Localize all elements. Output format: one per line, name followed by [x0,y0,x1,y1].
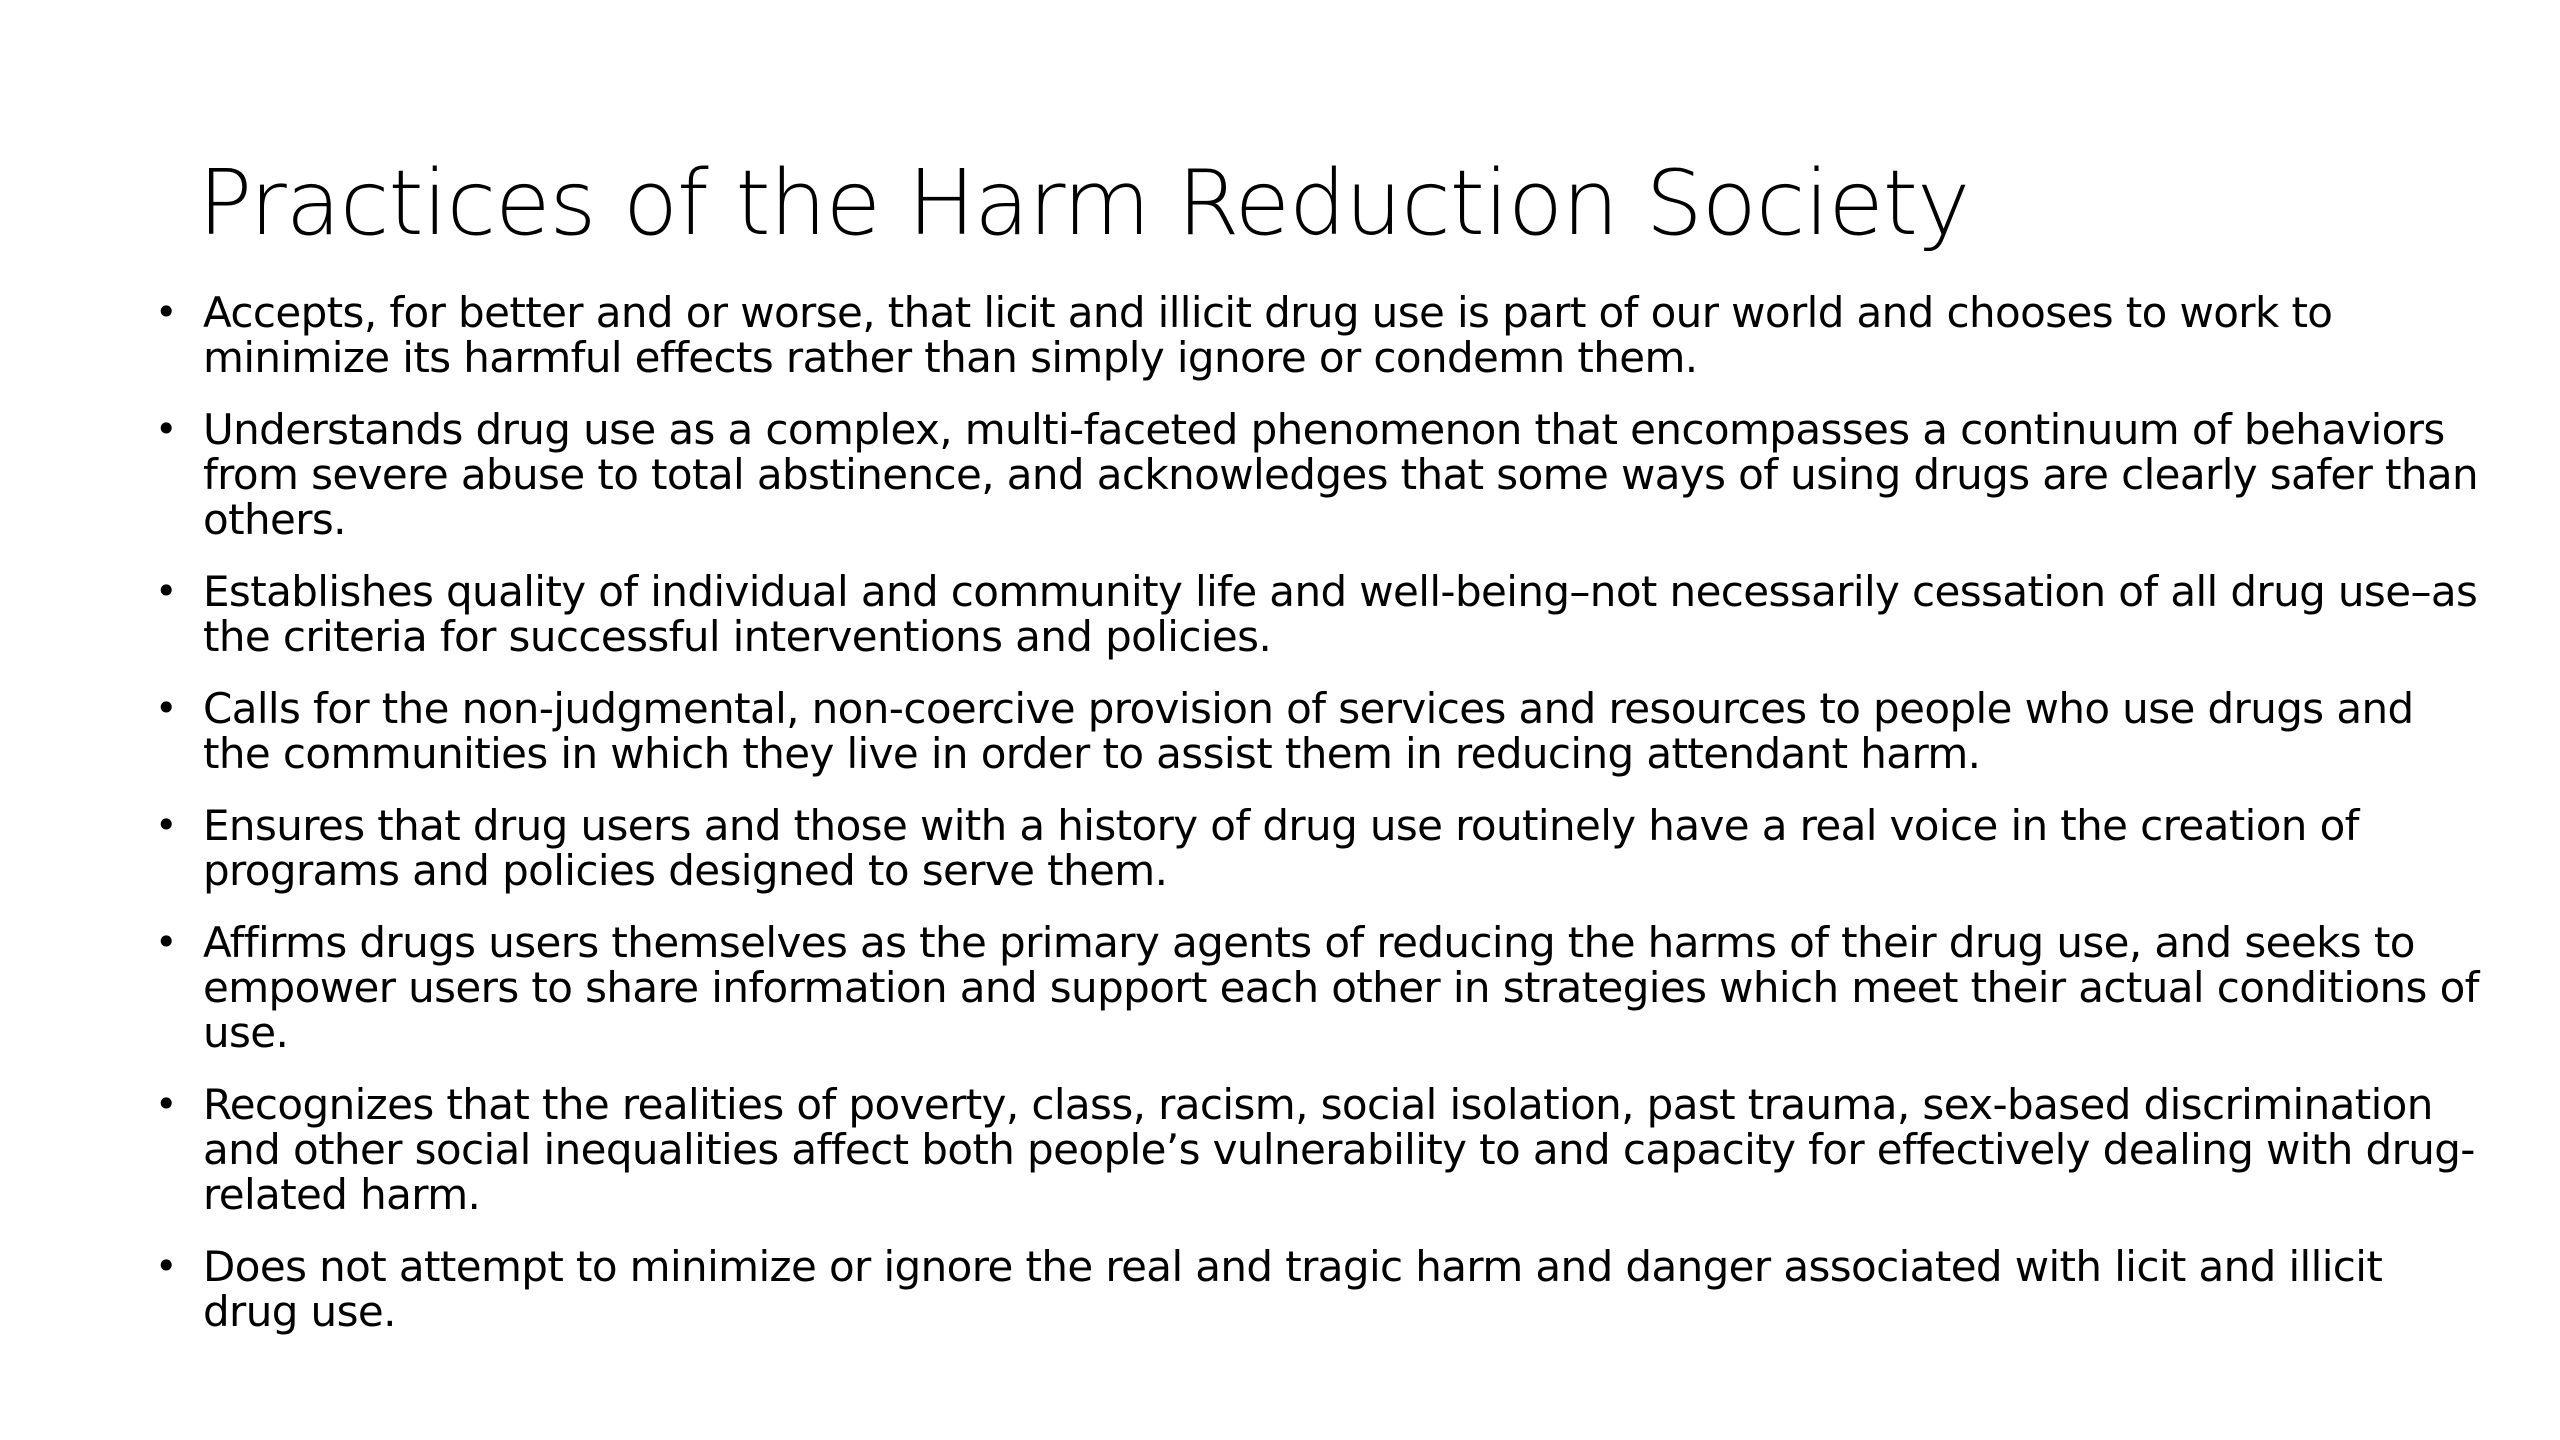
bullet-text: Affirms drugs users themselves as the primary agents of reducing the harms of their drug use, and seeks to empower users to share information and support each other in strategies which meet their actual conditions of use. [203,918,2479,1057]
bullet-text: Recognizes that the realities of poverty, class, racism, social isolation, past trauma, sex-based discrimination and other social inequalities affect both people’s vulnerability to and capacity for effectively dealing with drug-related harm. [203,1080,2475,1219]
bullet-item-6 [155,920,2485,1055]
bullet-text: Understands drug use as a complex, multi-faceted phenomenon that encompasses a continuum of behaviors from severe abuse to total abstinence, and acknowledges that some ways of using drugs are clearly safer than others. [203,405,2479,544]
bullet-marker: • [155,1082,177,1126]
bullet-marker: • [155,569,177,613]
bullet-item-4 [155,686,2485,776]
bullet-marker: • [155,920,177,964]
bullet-item-3 [155,569,2485,659]
bullet-text: Establishes quality of individual and community life and well-being–not necessarily cessation of all drug use–as the criteria for successful interventions and policies. [203,567,2478,661]
bullet-item-2 [155,407,2485,542]
bullet-marker: • [155,686,177,730]
bullet-item-8 [155,1244,2485,1334]
bullet-item-7 [155,1082,2485,1217]
bullet-marker: • [155,1244,177,1288]
bullet-marker: • [155,290,177,334]
bullet-text: Ensures that drug users and those with a history of drug use routinely have a real voice in the creation of programs and policies designed to serve them. [203,801,2359,895]
bullet-text: Does not attempt to minimize or ignore the real and tragic harm and danger associated with licit and illicit drug use. [203,1242,2383,1336]
bullet-marker: • [155,407,177,451]
bullet-item-1 [155,290,2485,380]
bullet-item-5 [155,803,2485,893]
bullet-text: Calls for the non-judgmental, non-coercive provision of services and resources to people who use drugs and the communities in which they live in order to assist them in reducing attendant harm. [203,684,2414,778]
bullet-marker: • [155,803,177,847]
slide-title: Practices of the Harm Reduction Society [198,151,1970,256]
bullet-text: Accepts, for better and or worse, that licit and illicit drug use is part of our world and chooses to work to minimize its harmful effects rather than simply ignore or condemn them. [203,288,2333,382]
bullet-list [155,290,2485,1361]
